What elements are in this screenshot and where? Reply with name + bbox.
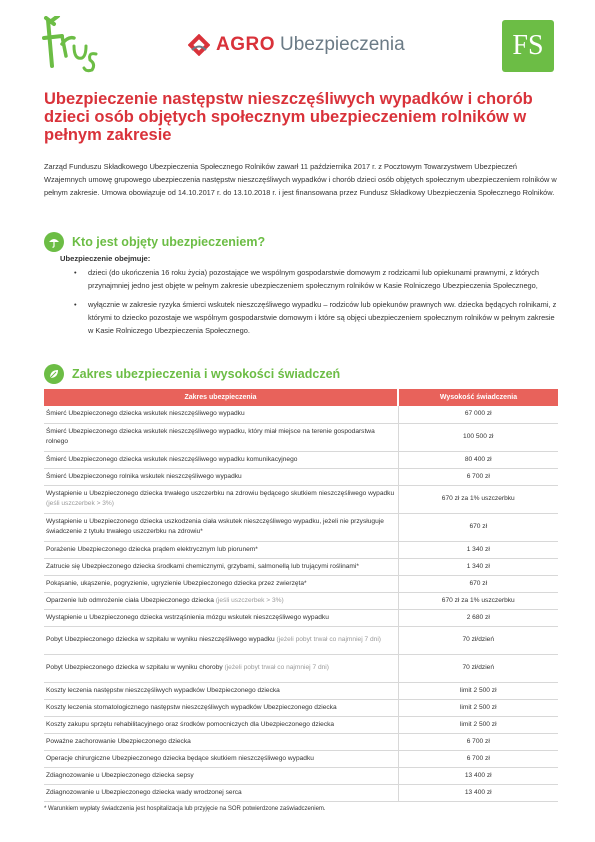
leaf-icon (44, 364, 64, 384)
table-row (44, 609, 558, 626)
krus-logo (40, 16, 102, 74)
fs-logo: FS (502, 20, 554, 72)
scope-text: Pobyt Ubezpieczonego dziecka w szpitalu w wyniku choroby (46, 664, 223, 671)
table-cell-scope (44, 592, 398, 609)
scope-note: (jeśli uszczerbek > 3%) (215, 596, 284, 604)
scope-text: Śmierć Ubezpieczonego dziecka wskutek nieszczęśliwego wypadku, który miał miejsce na terenie gospodarstwa rolnego (46, 428, 375, 445)
table-row (44, 485, 558, 513)
table-cell-amount: limit 2 500 zł (398, 699, 558, 716)
table-cell-scope (44, 575, 398, 592)
table-cell-amount: 6 700 zł (398, 750, 558, 767)
table-cell-scope (44, 485, 398, 513)
scope-text: Śmierć Ubezpieczonego dziecka wskutek nieszczęśliwego wypadku (46, 410, 245, 418)
table-row (44, 558, 558, 575)
table-row (44, 423, 558, 451)
section-scope (44, 364, 340, 384)
table-cell-scope (44, 654, 398, 682)
table-cell-scope (44, 468, 398, 485)
scope-text: Koszty leczenia następstw nieszczęśliwych wypadków Ubezpieczonego dziecka (46, 686, 280, 694)
scope-text: Koszty leczenia stomatologicznego następstw nieszczęśliwych wypadków Ubezpieczonego dziecka (46, 703, 337, 711)
coverage-subhead: Ubezpieczenie obejmuje: (60, 254, 151, 263)
table-row (44, 767, 558, 784)
section-title: Zakres ubezpieczenia i wysokości świadczeń (72, 367, 341, 381)
footnote: * Warunkiem wypłaty świadczenia jest hospitalizacja lub przyjęcie na SOR potwierdzone zaświadczeniem. (44, 806, 326, 812)
scope-text: Wystąpienie u Ubezpieczonego dziecka wstrząśnienia mózgu wskutek nieszczęśliwego wypadku (46, 613, 329, 621)
scope-text: Pobyt Ubezpieczonego dziecka w szpitalu w wyniku nieszczęśliwego wypadku (46, 636, 275, 643)
table-cell-amount: limit 2 500 zł (398, 682, 558, 699)
table-cell-scope (44, 626, 398, 654)
table-row (44, 784, 558, 801)
agro-mark-icon (188, 34, 210, 56)
section-who-covered (44, 232, 265, 252)
table-cell-amount: limit 2 500 zł (398, 716, 558, 733)
table-row (44, 575, 558, 592)
table-cell-amount: 670 zł za 1% uszczerbku (398, 592, 558, 609)
table-cell-scope (44, 767, 398, 784)
table-row (44, 468, 558, 485)
table-cell-scope (44, 451, 398, 468)
table-cell-amount: 13 400 zł (398, 767, 558, 784)
scope-text: Zdiagnozowanie u Ubezpieczonego dziecka wady wrodzonej serca (46, 788, 242, 796)
scope-text: Koszty zakupu sprzętu rehabilitacyjnego oraz środków pomocniczych dla Ubezpieczonego dziecka (46, 720, 335, 728)
table-row (44, 682, 558, 699)
table-row (44, 654, 558, 682)
table-row (44, 451, 558, 468)
table-cell-scope (44, 750, 398, 767)
scope-text: Operacje chirurgiczne Ubezpieczonego dziecka będące skutkiem nieszczęśliwego wypadku (46, 754, 314, 762)
agro-sub: Ubezpieczenia (280, 34, 405, 55)
header (0, 0, 595, 80)
intro-paragraph: Zarząd Funduszu Składkowego Ubezpieczenia Społecznego Rolników zawarł 11 października 2017 r. z Pocztowym Towarzystwem Ubezpieczeń Wzajemnych umowę grupowego ubezpieczenia następstw nieszczęśliwych wypadków i chorób dzieci osób objętych społecznym ubezpieczeniem rolników w pełnym zakresie. Umowa obowiązuje od 14.10.2017 r. do 13.10.2018 r. i jest finansowana przez Fundusz Składkowy Ubezpieczenia Społecznego Rolników. (44, 162, 557, 197)
table-cell-scope (44, 541, 398, 558)
table-cell-amount: 13 400 zł (398, 784, 558, 801)
agro-name: AGRO (216, 34, 275, 55)
table-cell-scope (44, 558, 398, 575)
benefits-table (44, 389, 558, 802)
table-row (44, 699, 558, 716)
umbrella-icon (44, 232, 64, 252)
table-row (44, 541, 558, 558)
table-cell-amount: 2 680 zł (398, 609, 558, 626)
table-cell-amount: 670 zł za 1% uszczerbku (398, 485, 558, 513)
table-header-row (44, 389, 558, 406)
table-cell-amount: 6 700 zł (398, 733, 558, 750)
table-cell-amount: 80 400 zł (398, 451, 558, 468)
table-row (44, 716, 558, 733)
table-cell-scope (44, 733, 398, 750)
page-title: Ubezpieczenie następstw nieszczęśliwych wypadków i chorób dzieci osób objętych społecznym ubezpieczeniem rolników w pełnym zakresie (44, 90, 533, 144)
table-cell-amount: 100 500 zł (398, 423, 558, 451)
table-cell-amount: 670 zł (398, 513, 558, 541)
table-row (44, 733, 558, 750)
coverage-list (60, 266, 560, 343)
table-cell-amount: 1 340 zł (398, 541, 558, 558)
scope-text: Śmierć Ubezpieczonego dziecka wskutek nieszczęśliwego wypadku komunikacyjnego (46, 455, 298, 463)
table-row (44, 750, 558, 767)
scope-note: (jeśli uszczerbek > 3%) (46, 500, 114, 507)
scope-note: (jeżeli pobyt trwał co najmniej 7 dni) (276, 636, 381, 643)
list-item: • dzieci (do ukończenia 16 roku życia) pozostające we wspólnym gospodarstwie domowym z rodzicami lub opiekunami prawnymi, z których przynajmniej jedno jest objęte w pełnym zakresie ubezpieczeniem społecznym rolników w Kasie Rolniczego Ubezpieczenia Społecznego, (60, 266, 560, 292)
table-cell-scope (44, 406, 398, 423)
table-row (44, 626, 558, 654)
table-cell-scope (44, 699, 398, 716)
column-header-scope: Zakres ubezpieczenia (44, 389, 398, 406)
table-cell-scope (44, 682, 398, 699)
table-cell-scope (44, 609, 398, 626)
scope-text: Poważne zachorowanie Ubezpieczonego dziecka (46, 737, 191, 745)
table-cell-amount: 6 700 zł (398, 468, 558, 485)
scope-text: Wystąpienie u Ubezpieczonego dziecka trwałego uszczerbku na zdrowiu będącego skutkiem nieszczęśliwego wypadku (46, 490, 395, 497)
scope-note: (jeżeli pobyt trwał co najmniej 7 dni) (224, 664, 329, 671)
scope-text: Oparzenie lub odmrożenie ciała Ubezpieczonego dziecka (46, 596, 214, 604)
table-row (44, 513, 558, 541)
table-row (44, 592, 558, 609)
column-header-amount: Wysokość świadczenia (398, 389, 558, 406)
table-cell-amount: 670 zł (398, 575, 558, 592)
list-item: • wyłącznie w zakresie ryzyka śmierci wskutek nieszczęśliwego wypadku – rodziców lub opiekunów prawnych ww. dziecka będących rolnikami, z którymi to dziecko pozostaje we wspólnym gospodarstwie domowym i które są objęci ubezpieczeniem społecznym rolników w pełnym zakresie w Kasie Rolniczego Ubezpieczenia Społecznego. (60, 298, 560, 337)
scope-text: Śmierć Ubezpieczonego rolnika wskutek nieszczęśliwego wypadku (46, 472, 242, 480)
table-cell-scope (44, 784, 398, 801)
agro-ubezpieczenia-logo (188, 30, 405, 60)
table-cell-amount: 70 zł/dzień (398, 626, 558, 654)
table-cell-scope (44, 716, 398, 733)
table-row (44, 406, 558, 423)
scope-text: Wystąpienie u Ubezpieczonego dziecka uszkodzenia ciała wskutek nieszczęśliwego wypadku, jeżeli nie przysługuje świadczenie z tytułu trwałego uszczerbku na zdrowiu* (46, 518, 384, 535)
scope-text: Porażenie Ubezpieczonego dziecka prądem elektrycznym lub piorunem* (46, 545, 258, 553)
table-cell-scope (44, 513, 398, 541)
scope-text: Zdiagnozowanie u Ubezpieczonego dziecka sepsy (46, 771, 194, 779)
scope-text: Pokąsanie, ukąszenie, pogryzienie, ugryzienie Ubezpieczonego dziecka przez zwierzęta* (46, 579, 307, 587)
table-cell-amount: 1 340 zł (398, 558, 558, 575)
scope-text: Zatrucie się Ubezpieczonego dziecka środkami chemicznymi, grzybami, salmonellą lub trującymi roślinami* (46, 562, 359, 570)
table-cell-amount: 67 000 zł (398, 406, 558, 423)
table-cell-scope (44, 423, 398, 451)
table-cell-amount: 70 zł/dzień (398, 654, 558, 682)
section-title: Kto jest objęty ubezpieczeniem? (72, 235, 266, 249)
